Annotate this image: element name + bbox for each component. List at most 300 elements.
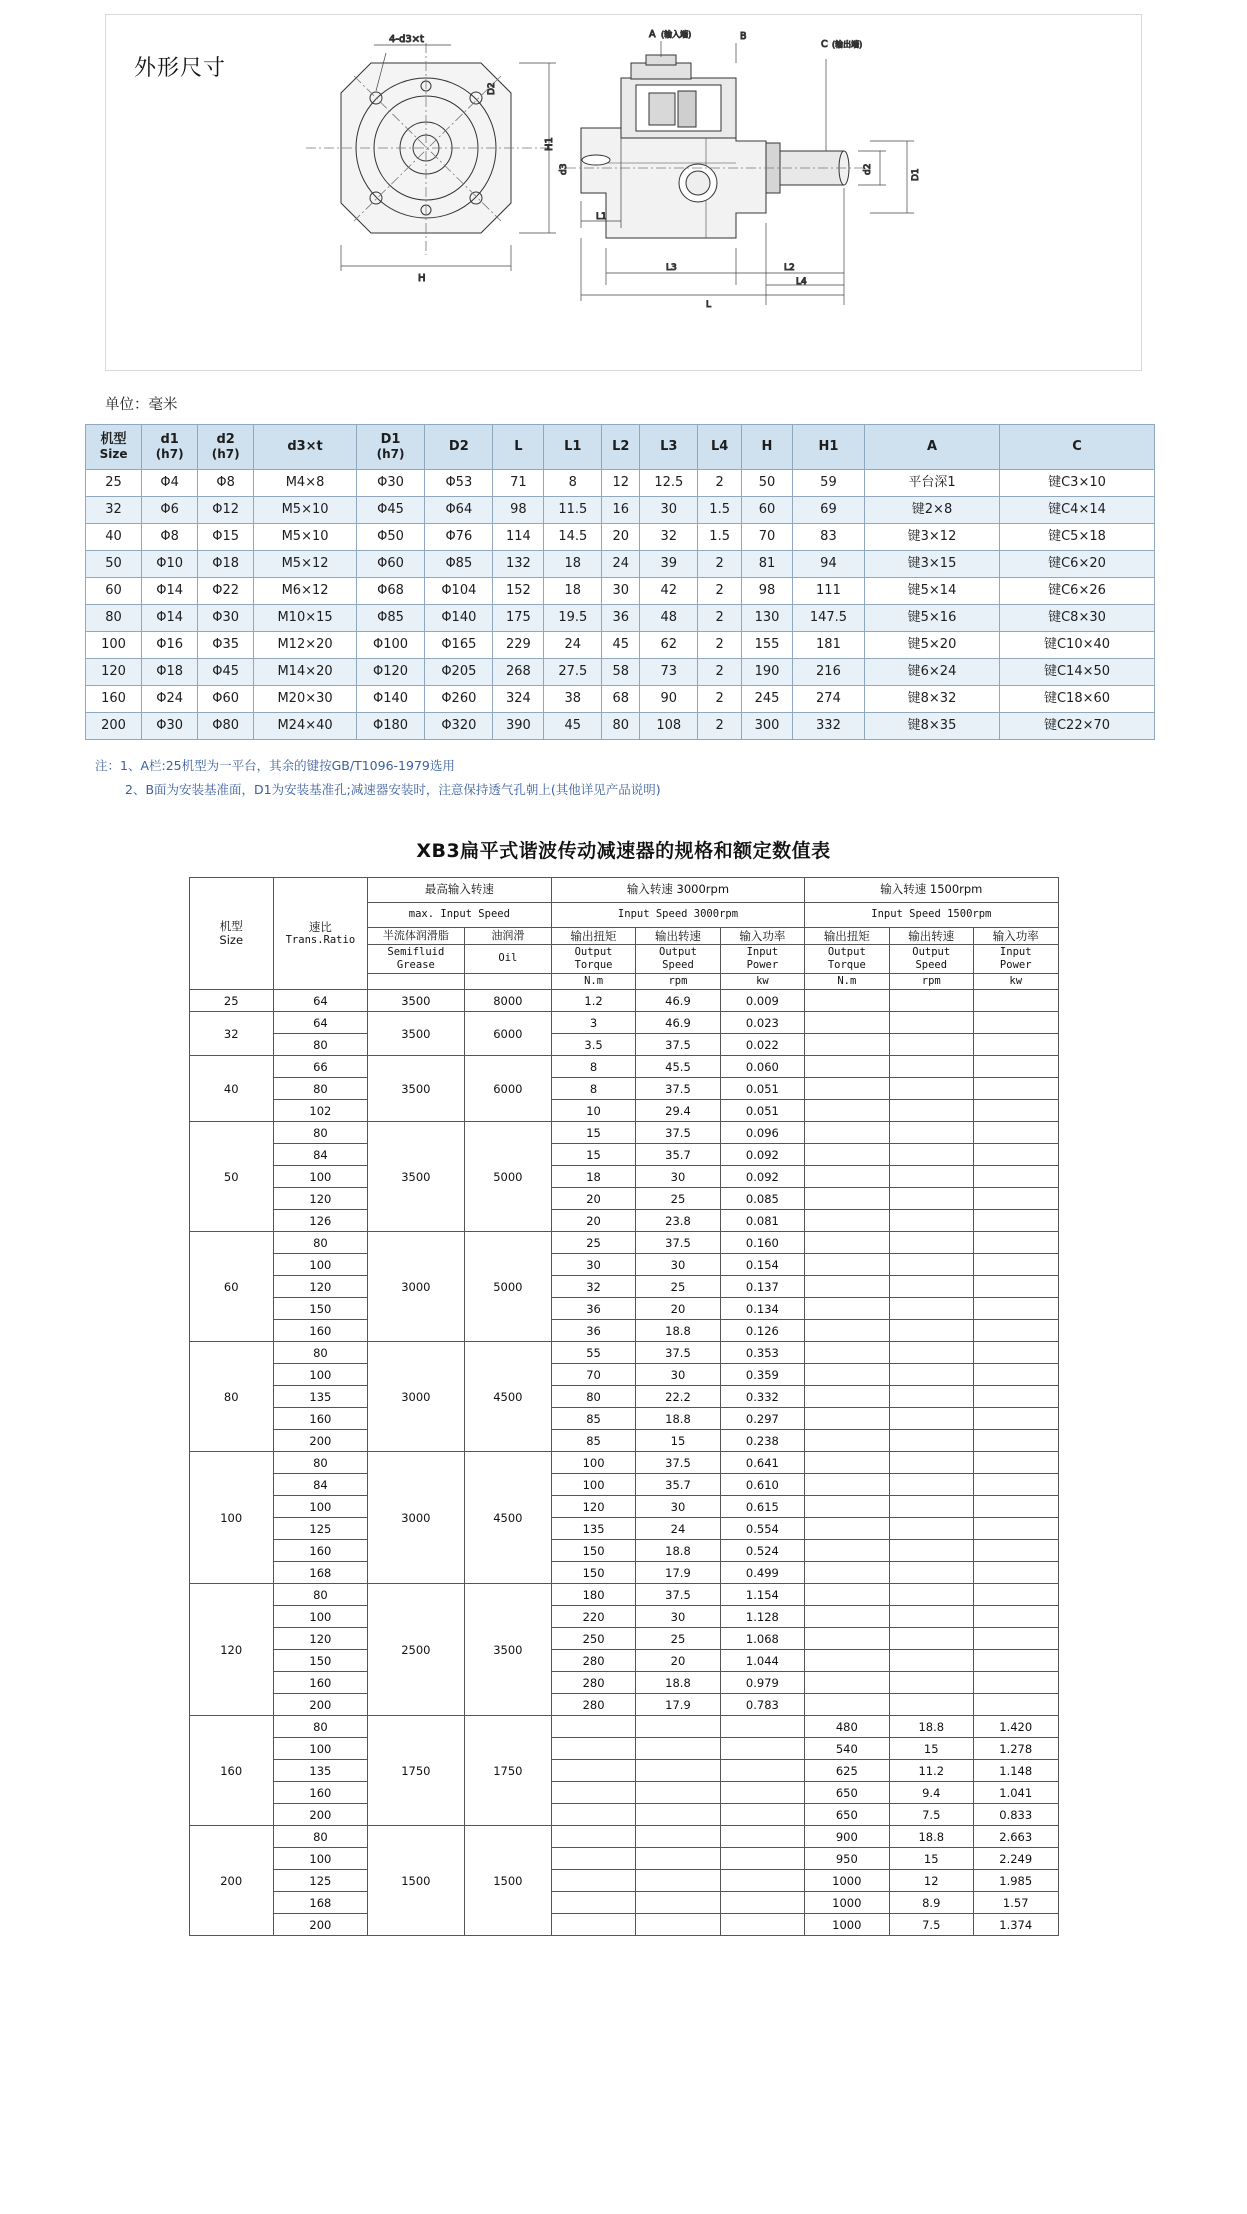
table-row [86,578,1155,605]
dim-cell: 键2×8 [865,497,1000,524]
spec-speed1500-cell [889,1254,973,1276]
spec-power3000-cell [720,1782,804,1804]
dim-cell: 30 [602,578,640,605]
col-L2: L2 [602,425,640,470]
notes-block [95,754,1247,802]
spec-max-grease-cell: 3500 [367,1122,464,1232]
table-row [86,713,1155,740]
table-row [86,470,1155,497]
spec-max-oil-cell: 3500 [464,1584,551,1716]
dim-cell: 130 [742,605,793,632]
header-max-input-en: max. Input Speed [367,902,551,927]
spec-ratio-cell: 200 [273,1694,367,1716]
spec-max-grease-cell: 1500 [367,1826,464,1936]
spec-power1500-cell [973,1254,1058,1276]
dim-cell: 20 [602,524,640,551]
dim-cell: 14.5 [544,524,602,551]
table-row [86,632,1155,659]
spec-power1500-cell [973,990,1058,1012]
spec-torque1500-cell [805,1562,889,1584]
spec-power1500-cell: 1.420 [973,1716,1058,1738]
dim-cell: 键3×12 [865,524,1000,551]
dim-cell: 1.5 [698,524,742,551]
spec-power1500-cell [973,1672,1058,1694]
header-speed1500-en: Output Speed [889,944,973,973]
dim-cell: 42 [640,578,698,605]
table-row [189,1804,1058,1826]
spec-torque1500-cell [805,1298,889,1320]
spec-speed3000-cell [636,1716,720,1738]
svg-text:(输入端): (输入端) [661,30,692,39]
spec-speed3000-cell [636,1826,720,1848]
dim-cell: 键C6×26 [1000,578,1155,605]
spec-power3000-cell [720,1716,804,1738]
spec-torque1500-cell [805,1144,889,1166]
spec-torque1500-cell [805,1364,889,1386]
col-d2: d2 (h7) [198,425,254,470]
svg-text:C: C [821,39,828,50]
spec-speed3000-cell: 46.9 [636,1012,720,1034]
table-row [86,659,1155,686]
unit-power1500: kw [973,974,1058,990]
spec-speed1500-cell [889,990,973,1012]
dim-cell: 38 [544,686,602,713]
spec-torque3000-cell [551,1848,635,1870]
spec-power1500-cell [973,1628,1058,1650]
spec-torque1500-cell [805,1694,889,1716]
svg-text:D1: D1 [911,168,921,181]
col-D1: D1 (h7) [356,425,424,470]
spec-speed1500-cell [889,1034,973,1056]
spec-power1500-cell [973,1562,1058,1584]
dim-cell: M5×12 [254,551,357,578]
spec-max-oil-cell: 1750 [464,1716,551,1826]
spec-torque1500-cell [805,1078,889,1100]
dim-cell: 2 [698,605,742,632]
header-input1500-en: Input Speed 1500rpm [805,902,1058,927]
dim-cell: Φ104 [425,578,493,605]
spec-torque3000-cell [551,1738,635,1760]
spec-max-grease-cell: 3000 [367,1452,464,1584]
col-L4: L4 [698,425,742,470]
dim-cell: 100 [86,632,142,659]
spec-speed3000-cell: 37.5 [636,1078,720,1100]
spec-speed3000-cell [636,1804,720,1826]
table-row [189,1408,1058,1430]
dim-cell: 40 [86,524,142,551]
spec-table-header [189,877,1058,990]
spec-speed3000-cell: 22.2 [636,1386,720,1408]
spec-speed3000-cell: 18.8 [636,1320,720,1342]
dim-cell: 45 [544,713,602,740]
dim-cell: 73 [640,659,698,686]
spec-speed1500-cell: 7.5 [889,1804,973,1826]
spec-torque1500-cell [805,1408,889,1430]
dim-cell: Φ8 [142,524,198,551]
spec-torque1500-cell [805,1342,889,1364]
dim-cell: M12×20 [254,632,357,659]
spec-power1500-cell [973,1078,1058,1100]
table-row [189,1100,1058,1122]
dim-cell: 键C4×14 [1000,497,1155,524]
dim-cell: 181 [792,632,864,659]
dim-cell: 70 [742,524,793,551]
spec-size-cell: 60 [189,1232,273,1342]
spec-speed1500-cell [889,1100,973,1122]
spec-torque3000-cell: 32 [551,1276,635,1298]
unit-speed1500: rpm [889,974,973,990]
dim-cell: Φ64 [425,497,493,524]
spec-torque3000-cell: 10 [551,1100,635,1122]
spec-ratio-cell: 120 [273,1188,367,1210]
dim-cell: M10×15 [254,605,357,632]
spec-ratio-cell: 64 [273,990,367,1012]
spec-power1500-cell [973,1694,1058,1716]
table-row [189,1694,1058,1716]
spec-speed3000-cell: 17.9 [636,1694,720,1716]
spec-torque3000-cell: 85 [551,1430,635,1452]
spec-torque1500-cell [805,1606,889,1628]
dim-cell: 94 [792,551,864,578]
dim-cell: 83 [792,524,864,551]
dim-cell: 229 [493,632,544,659]
table-row [189,1562,1058,1584]
spec-size-cell: 160 [189,1716,273,1826]
spec-power3000-cell: 1.068 [720,1628,804,1650]
dim-cell: 键6×24 [865,659,1000,686]
spec-ratio-cell: 80 [273,1584,367,1606]
col-L: L [493,425,544,470]
spec-speed1500-cell [889,1540,973,1562]
col-A: A [865,425,1000,470]
spec-speed1500-cell [889,1232,973,1254]
header-max-input-cn: 最高输入转速 [367,877,551,902]
spec-torque1500-cell [805,1320,889,1342]
spec-speed3000-cell: 37.5 [636,1584,720,1606]
header-oil-en: Oil [464,944,551,973]
spec-speed1500-cell: 15 [889,1848,973,1870]
spec-torque1500-cell: 650 [805,1804,889,1826]
spec-power1500-cell [973,1012,1058,1034]
spec-speed1500-cell [889,1144,973,1166]
dim-cell: 50 [86,551,142,578]
table-row [189,1760,1058,1782]
spec-power1500-cell [973,1188,1058,1210]
spec-power3000-cell: 0.783 [720,1694,804,1716]
table-row [189,1672,1058,1694]
spec-size-cell: 80 [189,1342,273,1452]
spec-speed3000-cell: 29.4 [636,1100,720,1122]
dim-cell: Φ24 [142,686,198,713]
spec-torque3000-cell: 135 [551,1518,635,1540]
svg-text:L3: L3 [666,263,677,273]
dim-cell: M6×12 [254,578,357,605]
spec-speed3000-cell: 18.8 [636,1408,720,1430]
spec-power1500-cell: 1.57 [973,1892,1058,1914]
table-row [189,1166,1058,1188]
spec-power3000-cell: 0.085 [720,1188,804,1210]
dim-cell: 2 [698,686,742,713]
spec-ratio-cell: 102 [273,1100,367,1122]
spec-speed3000-cell: 30 [636,1166,720,1188]
dim-cell: Φ12 [198,497,254,524]
spec-torque1500-cell: 625 [805,1760,889,1782]
spec-torque1500-cell [805,1474,889,1496]
header-grease-cn: 半流体润滑脂 [367,927,464,944]
dim-cell: M4×8 [254,470,357,497]
spec-ratio-cell: 64 [273,1012,367,1034]
spec-max-oil-cell: 1500 [464,1826,551,1936]
dim-cell: 152 [493,578,544,605]
dim-cell: 键C18×60 [1000,686,1155,713]
spec-speed3000-cell [636,1870,720,1892]
spec-ratio-cell: 160 [273,1782,367,1804]
dim-cell: 245 [742,686,793,713]
header-power1500-en: Input Power [973,944,1058,973]
dim-cell: 1.5 [698,497,742,524]
dim-cell: Φ6 [142,497,198,524]
dim-cell: 45 [602,632,640,659]
spec-power1500-cell [973,1056,1058,1078]
spec-power3000-cell: 0.154 [720,1254,804,1276]
dim-cell: 平台深1 [865,470,1000,497]
spec-table-title: XB3扁平式谐波传动减速器的规格和额定数值表 [416,839,831,862]
dim-cell: 98 [493,497,544,524]
dim-cell: Φ85 [425,551,493,578]
spec-speed1500-cell: 12 [889,1870,973,1892]
spec-ratio-cell: 168 [273,1562,367,1584]
spec-speed1500-cell [889,1056,973,1078]
spec-power1500-cell [973,1650,1058,1672]
spec-speed3000-cell: 17.9 [636,1562,720,1584]
spec-torque3000-cell: 100 [551,1452,635,1474]
dim-cell: Φ60 [198,686,254,713]
unit-speed3000: rpm [636,974,720,990]
dim-cell: 2 [698,578,742,605]
dim-cell: Φ68 [356,578,424,605]
spec-max-oil-cell: 6000 [464,1012,551,1056]
dimension-table-header-row [86,425,1155,470]
spec-power3000-cell [720,1826,804,1848]
spec-speed1500-cell [889,1562,973,1584]
col-H: H [742,425,793,470]
spec-speed3000-cell: 35.7 [636,1144,720,1166]
header-power1500-cn: 输入功率 [973,927,1058,944]
spec-torque3000-cell: 250 [551,1628,635,1650]
dim-cell: 160 [86,686,142,713]
dim-cell: 68 [602,686,640,713]
dim-cell: 键5×16 [865,605,1000,632]
unit-power3000: kw [720,974,804,990]
spec-torque3000-cell: 150 [551,1540,635,1562]
spec-torque3000-cell: 150 [551,1562,635,1584]
note-line-1: 注：1、A栏:25机型为一平台，其余的键按GB/T1096-1979选用 [95,758,455,773]
spec-power1500-cell: 1.278 [973,1738,1058,1760]
dim-cell: Φ14 [142,578,198,605]
dim-cell: 332 [792,713,864,740]
table-row [86,497,1155,524]
spec-max-grease-cell: 1750 [367,1716,464,1826]
unit-grease [367,974,464,990]
dim-cell: M5×10 [254,524,357,551]
spec-power3000-cell: 0.022 [720,1034,804,1056]
spec-ratio-cell: 150 [273,1298,367,1320]
svg-text:L: L [706,300,712,310]
spec-torque3000-cell: 3.5 [551,1034,635,1056]
header-input3000-cn: 输入转速 3000rpm [551,877,804,902]
spec-ratio-cell: 84 [273,1144,367,1166]
spec-speed1500-cell [889,1320,973,1342]
dim-cell: 300 [742,713,793,740]
spec-power3000-cell: 0.081 [720,1210,804,1232]
dim-cell: 90 [640,686,698,713]
spec-torque3000-cell: 20 [551,1210,635,1232]
table-row [189,1232,1058,1254]
spec-power3000-cell: 0.238 [720,1430,804,1452]
spec-speed3000-cell: 37.5 [636,1034,720,1056]
table-row [189,1716,1058,1738]
spec-power1500-cell: 2.249 [973,1848,1058,1870]
spec-power3000-cell: 0.060 [720,1056,804,1078]
dim-cell: 80 [602,713,640,740]
table-row [189,1496,1058,1518]
dim-cell: 324 [493,686,544,713]
spec-torque1500-cell: 950 [805,1848,889,1870]
dim-cell: 62 [640,632,698,659]
spec-torque1500-cell [805,1188,889,1210]
spec-torque1500-cell [805,1452,889,1474]
spec-ratio-cell: 80 [273,1078,367,1100]
spec-power1500-cell [973,1430,1058,1452]
spec-ratio-cell: 135 [273,1386,367,1408]
spec-speed1500-cell [889,1606,973,1628]
dim-cell: Φ180 [356,713,424,740]
dim-cell: M14×20 [254,659,357,686]
spec-speed1500-cell [889,1584,973,1606]
dim-cell: 274 [792,686,864,713]
dim-cell: 36 [602,605,640,632]
dim-cell: 60 [86,578,142,605]
spec-power3000-cell: 0.353 [720,1342,804,1364]
header-speed3000-en: Output Speed [636,944,720,973]
svg-text:L2: L2 [784,263,795,273]
dim-cell: 147.5 [792,605,864,632]
dim-cell: 98 [742,578,793,605]
spec-max-oil-cell: 4500 [464,1452,551,1584]
spec-speed3000-cell: 30 [636,1254,720,1276]
spec-torque3000-cell: 15 [551,1144,635,1166]
unit-torque3000: N.m [551,974,635,990]
spec-ratio-cell: 120 [273,1276,367,1298]
table-row [189,1320,1058,1342]
dim-cell: 键C8×30 [1000,605,1155,632]
dim-cell: 30 [640,497,698,524]
svg-text:(输出端): (输出端) [832,40,863,49]
table-row [189,1034,1058,1056]
spec-speed3000-cell: 37.5 [636,1122,720,1144]
col-L1: L1 [544,425,602,470]
dim-cell: 12.5 [640,470,698,497]
spec-torque3000-cell [551,1804,635,1826]
table-row [189,1342,1058,1364]
spec-power1500-cell [973,1342,1058,1364]
spec-speed3000-cell: 20 [636,1298,720,1320]
spec-speed1500-cell [889,1452,973,1474]
table-row [189,1650,1058,1672]
spec-torque3000-cell: 220 [551,1606,635,1628]
dim-cell: M24×40 [254,713,357,740]
spec-ratio-cell: 100 [273,1606,367,1628]
spec-ratio-cell: 80 [273,1452,367,1474]
drawing-title: 外形尺寸 [134,56,227,81]
spec-torque3000-cell: 55 [551,1342,635,1364]
dim-cell: 114 [493,524,544,551]
dim-cell: 24 [602,551,640,578]
spec-power1500-cell: 1.041 [973,1782,1058,1804]
spec-max-oil-cell: 4500 [464,1342,551,1452]
spec-power1500-cell [973,1320,1058,1342]
svg-text:B: B [740,31,747,42]
spec-speed3000-cell: 25 [636,1188,720,1210]
spec-speed3000-cell: 25 [636,1276,720,1298]
spec-torque1500-cell: 480 [805,1716,889,1738]
dim-cell: Φ45 [356,497,424,524]
spec-torque3000-cell: 280 [551,1694,635,1716]
dim-cell: 81 [742,551,793,578]
spec-ratio-cell: 168 [273,1892,367,1914]
spec-power3000-cell: 0.023 [720,1012,804,1034]
spec-speed1500-cell [889,1694,973,1716]
spec-power1500-cell: 2.663 [973,1826,1058,1848]
spec-table-wrap [0,877,1247,1937]
table-row [189,1364,1058,1386]
dim-cell: Φ260 [425,686,493,713]
table-row [189,1298,1058,1320]
spec-speed3000-cell [636,1738,720,1760]
svg-text:H1: H1 [544,137,555,151]
dim-cell: Φ16 [142,632,198,659]
svg-text:4-d3×t: 4-d3×t [389,34,424,45]
dim-cell: 18 [544,578,602,605]
spec-power1500-cell [973,1408,1058,1430]
spec-speed3000-cell: 24 [636,1518,720,1540]
spec-torque3000-cell: 30 [551,1254,635,1276]
spec-power3000-cell [720,1870,804,1892]
dim-cell: M5×10 [254,497,357,524]
spec-speed3000-cell: 30 [636,1606,720,1628]
spec-header-row-1 [189,877,1058,902]
dim-cell: 11.5 [544,497,602,524]
spec-power1500-cell [973,1232,1058,1254]
header-ratio: 速比 Trans.Ratio [273,877,367,990]
spec-power3000-cell: 0.297 [720,1408,804,1430]
table-row [189,1452,1058,1474]
table-row [189,1210,1058,1232]
spec-speed3000-cell: 18.8 [636,1672,720,1694]
spec-torque1500-cell [805,1430,889,1452]
spec-speed1500-cell: 9.4 [889,1782,973,1804]
spec-ratio-cell: 120 [273,1628,367,1650]
spec-power3000-cell: 1.128 [720,1606,804,1628]
header-torque3000-cn: 输出扭矩 [551,927,635,944]
spec-power3000-cell: 0.499 [720,1562,804,1584]
spec-torque1500-cell: 1000 [805,1914,889,1936]
spec-speed1500-cell: 8.9 [889,1892,973,1914]
spec-max-grease-cell: 2500 [367,1584,464,1716]
spec-torque3000-cell: 25 [551,1232,635,1254]
dimension-table-body [86,470,1155,740]
spec-size-cell: 25 [189,990,273,1012]
